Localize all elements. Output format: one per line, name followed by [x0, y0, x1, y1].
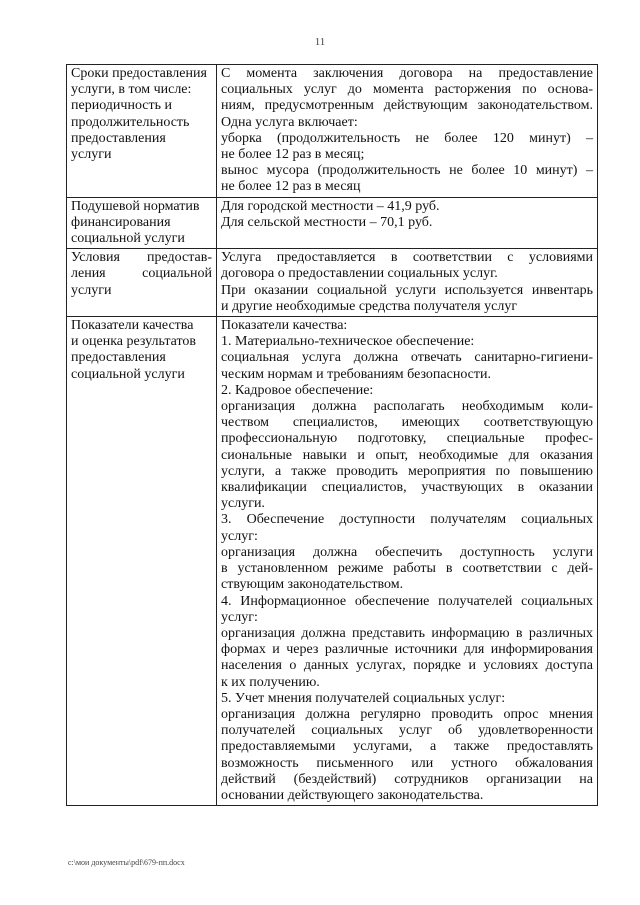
content-line: уборка (продолжительность не более 120 минут) –: [221, 130, 593, 146]
row-label-cell: [67, 317, 217, 806]
content-line: организация должна представить информацию в различных: [221, 625, 593, 641]
content-line: профессиональную подготовку, специальные профес-: [221, 431, 593, 447]
row-label-line: периодичность и: [71, 98, 173, 114]
table-row: [67, 197, 598, 249]
content-line: в установленном режиме работы в соответствии с дей-: [221, 561, 593, 577]
row-label-cell: [67, 249, 217, 317]
content-line: получателей социальных услуг об удовлетворенности: [221, 723, 593, 739]
table-row: [67, 317, 598, 806]
content-line: С момента заключения договора на предоставление: [221, 66, 593, 81]
row-label-line: услуги: [71, 282, 112, 298]
content-line: социальная услуга должна отвечать санитарно-гигиени-: [221, 350, 593, 366]
row-label-line: услуги, в том числе:: [71, 82, 192, 98]
content-line: формах и через различные источники для информирования: [221, 642, 593, 658]
content-line: к их получению.: [221, 674, 320, 690]
content-line: 3. Обеспечение доступности получателям социальных: [221, 512, 593, 528]
row-label-line: и оценка результатов: [71, 334, 197, 350]
row-content-cell: [217, 65, 598, 198]
row-label-line: ления социальной: [71, 266, 212, 282]
content-line: ствующим законодательством.: [221, 577, 404, 593]
content-line: организация должна регулярно проводить опрос мнения: [221, 706, 593, 722]
content-line: ческим нормам и требованиям безопасности.: [221, 366, 491, 382]
row-label-line: социальной услуги: [71, 366, 185, 382]
content-line: услуги, а также проводить мероприятия по повышению: [221, 463, 593, 479]
content-line: 1. Материально-техническое обеспечение:: [221, 334, 475, 350]
page-number: 11: [314, 36, 326, 48]
content-line: организация должна обеспечить доступность услуги: [221, 544, 593, 560]
footer-file-path: c:\мои документы\pdf\679-пп.docx: [68, 858, 185, 867]
row-content-cell: [217, 197, 598, 249]
content-line: услуги.: [221, 496, 265, 512]
content-line: вынос мусора (продолжительность не более 10 минут) –: [221, 163, 593, 179]
row-label-line: предоставления: [71, 130, 166, 146]
content-line: договора о предоставлении социальных услуг.: [221, 266, 498, 282]
row-label-line: Условия предостав-: [71, 250, 212, 266]
content-line: не более 12 раз в месяц;: [221, 147, 365, 163]
content-line: Услуга предоставляется в соответствии с условиями: [221, 250, 593, 266]
content-line: Для городской местности – 41,9 руб.: [221, 198, 440, 214]
content-line: Показатели качества:: [221, 318, 348, 334]
row-label-line: социальной услуги: [71, 231, 185, 247]
row-label-line: Сроки предоставления: [71, 66, 207, 81]
row-label-line: продолжительность: [71, 114, 190, 130]
row-content-cell: [217, 249, 598, 317]
content-line: ниям, предусмотренным действующим законодательством.: [221, 98, 593, 114]
content-line: сиональные навыки и опыт, необходимые для оказания: [221, 447, 593, 463]
content-line: и другие необходимые средства получателя услуг: [221, 298, 518, 314]
content-line: социальных услуг до момента расторжения по основа-: [221, 82, 593, 98]
content-line: квалификации специалистов, участвующих в оказании: [221, 480, 593, 496]
content-line: услуг:: [221, 528, 258, 544]
row-label-cell: [67, 65, 217, 198]
content-line: 4. Информационное обеспечение получателей социальных: [221, 593, 593, 609]
row-label-line: Подушевой норматив: [71, 198, 200, 214]
content-line: 5. Учет мнения получателей социальных услуг:: [221, 690, 506, 706]
content-line: Одна услуга включает:: [221, 114, 358, 130]
row-label-line: услуги: [71, 147, 112, 163]
content-line: 2. Кадровое обеспечение:: [221, 382, 374, 398]
row-label-line: Показатели качества: [71, 318, 194, 334]
content-line: действий (бездействий) сотрудников организации на: [221, 771, 593, 787]
content-line: организация должна располагать необходимым коли-: [221, 399, 593, 415]
content-line: возможность письменного или устного обжалования: [221, 755, 593, 771]
content-line: основании действующего законодательства.: [221, 787, 484, 803]
content-line: услуг:: [221, 609, 258, 625]
row-label-line: предоставления: [71, 350, 166, 366]
row-label-cell: [67, 197, 217, 249]
row-content-cell: [217, 317, 598, 806]
table-row: [67, 65, 598, 198]
table-row: [67, 249, 598, 317]
content-line: Для сельской местности – 70,1 руб.: [221, 214, 433, 230]
content-line: предоставляемыми услугами, а также предоставлять: [221, 739, 593, 755]
row-label-line: финансирования: [71, 214, 171, 230]
content-line: населения о данных услугах, порядке и условиях доступа: [221, 658, 593, 674]
content-line: чеством специалистов, имеющих соответствующую: [221, 415, 593, 431]
service-table: [66, 64, 598, 806]
content-line: При оказании социальной услуги используется инвентарь: [221, 282, 593, 298]
content-line: не более 12 раз в месяц: [221, 179, 361, 195]
